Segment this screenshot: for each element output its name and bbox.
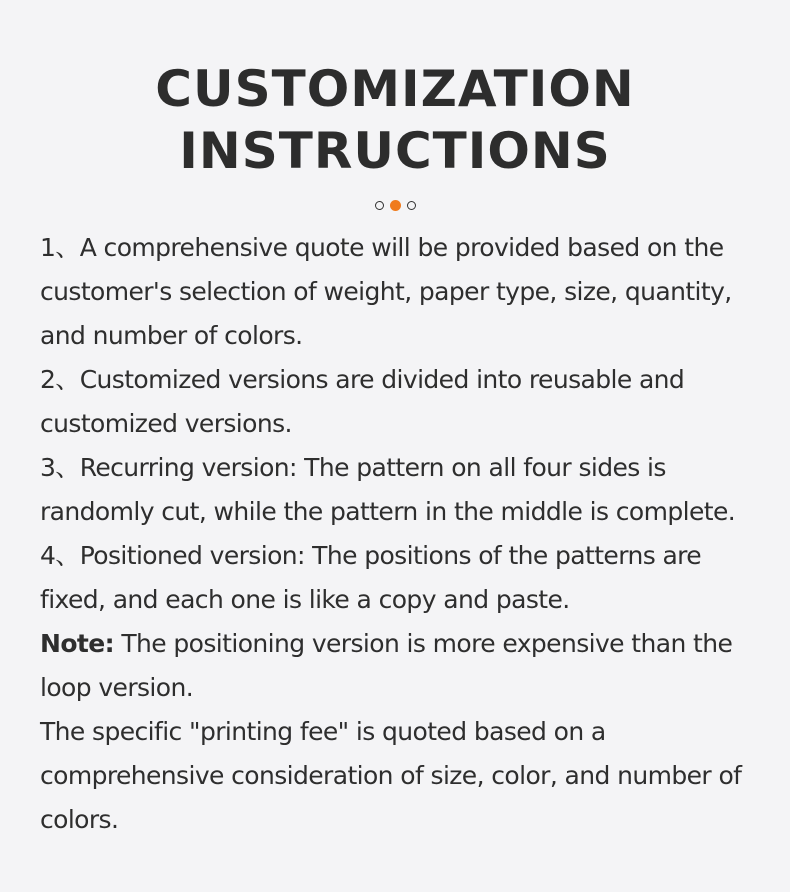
pager-dot[interactable] (407, 201, 416, 210)
pager-dot[interactable] (375, 201, 384, 210)
instruction-item-1: 1、A comprehensive quote will be provided based on the customer's selection of weight, paper type, size, quantity, and number of colors. (40, 233, 732, 350)
note-label: Note: (40, 629, 115, 658)
instruction-item-4: 4、Positioned version: The positions of the patterns are fixed, and each one is like a copy and paste. (40, 541, 702, 614)
note-text: The positioning version is more expensive than the loop version. (40, 629, 733, 702)
pager-dot-active[interactable] (390, 200, 401, 211)
instruction-item-3: 3、Recurring version: The pattern on all four sides is randomly cut, while the pattern in the middle is complete. (40, 453, 736, 526)
page-title-line-1: CUSTOMIZATION (155, 60, 635, 118)
title-block (0, 58, 790, 182)
instruction-item-2: 2、Customized versions are divided into reusable and customized versions. (40, 365, 685, 438)
page-title-line-2: INSTRUCTIONS (179, 122, 611, 180)
instructions-text (40, 226, 770, 842)
pager-dots (0, 201, 790, 211)
printing-fee-paragraph: The specific "printing fee" is quoted based on a comprehensive consideration of size, color, and number of colors. (40, 717, 742, 834)
note-paragraph (40, 622, 770, 710)
